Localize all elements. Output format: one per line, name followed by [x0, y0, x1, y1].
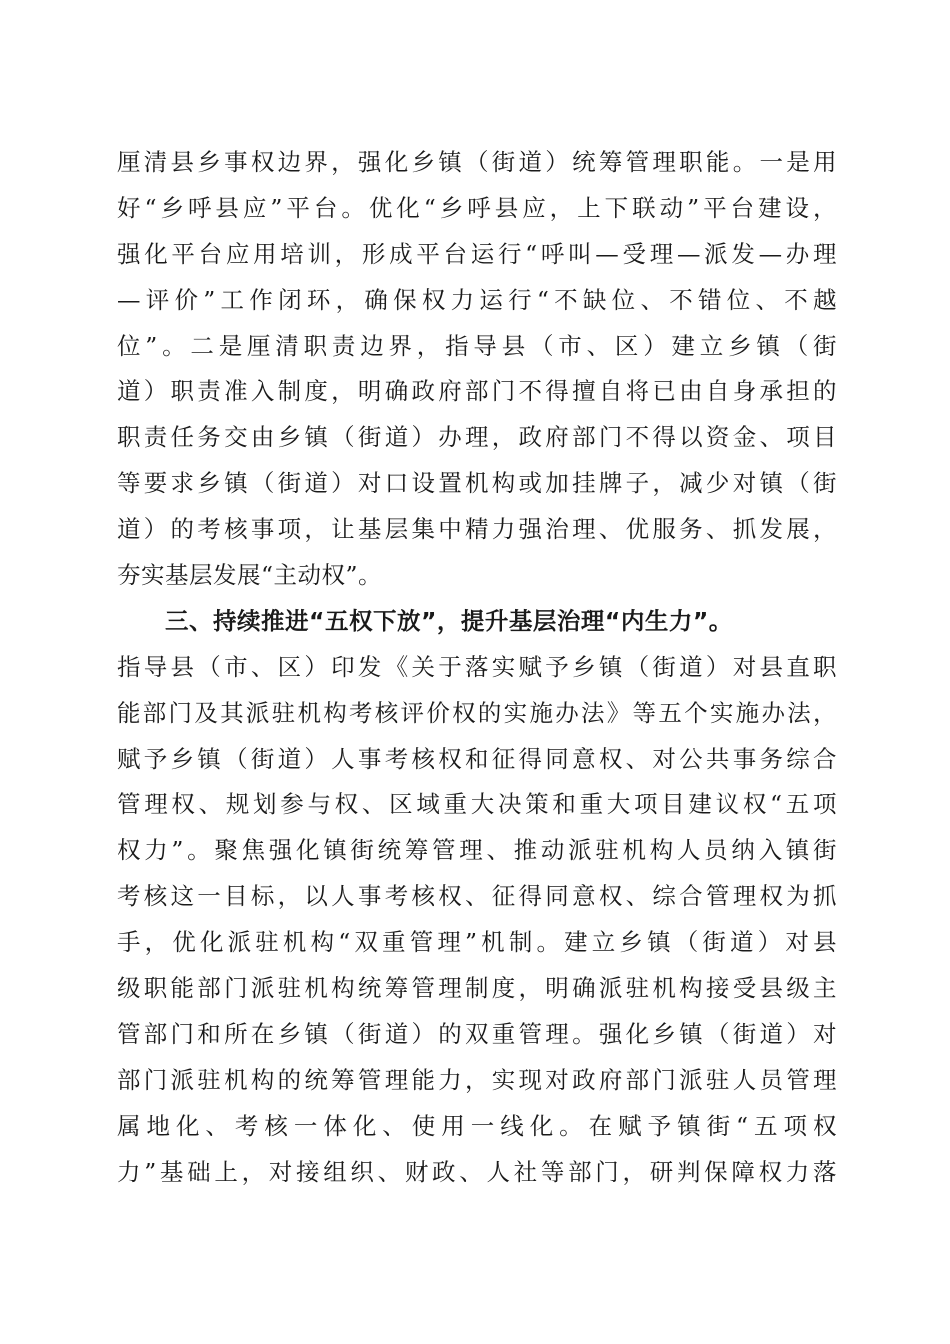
paragraph-1-line: 道）的考核事项，让基层集中精力强治理、优服务、抓发展，	[117, 515, 837, 544]
section-3-line: 赋予乡镇（街道）人事考核权和征得同意权、对公共事务综合	[117, 744, 837, 773]
section-3-line: 手，优化派驻机构“双重管理”机制。建立乡镇（街道）对县	[117, 928, 837, 957]
section-3-line: 部门派驻机构的统筹管理能力，实现对政府部门派驻人员管理	[117, 1065, 837, 1094]
section-3-line: 指导县（市、区）印发《关于落实赋予乡镇（街道）对县直职	[117, 652, 837, 681]
section-3-line: 管理权、规划参与权、区域重大决策和重大项目建议权“五项	[117, 790, 837, 819]
section-3-line: 能部门及其派驻机构考核评价权的实施办法》等五个实施办法，	[117, 698, 837, 727]
document-body	[117, 140, 837, 1195]
paragraph-1-line: 厘清县乡事权边界，强化乡镇（街道）统筹管理职能。一是用	[117, 148, 837, 176]
paragraph-1-line: —评价”工作闭环，确保权力运行“不缺位、不错位、不越	[117, 285, 837, 314]
section-3-line: 级职能部门派驻机构统筹管理制度，明确派驻机构接受县级主	[117, 974, 837, 1003]
section-3-line: 考核这一目标，以人事考核权、征得同意权、综合管理权为抓	[117, 882, 837, 911]
section-3-line: 力”基础上，对接组织、财政、人社等部门，研判保障权力落	[117, 1157, 837, 1186]
section-3-heading: 三、持续推进“五权下放”，提升基层治理“内生力”。	[165, 606, 733, 635]
paragraph-1-line: 强化平台应用培训，形成平台运行“呼叫—受理—派发—办理	[117, 239, 837, 268]
paragraph-1-line: 道）职责准入制度，明确政府部门不得擅自将已由自身承担的	[117, 377, 837, 406]
section-3-line: 管部门和所在乡镇（街道）的双重管理。强化乡镇（街道）对	[117, 1019, 837, 1048]
section-3-line: 权力”。聚焦强化镇街统筹管理、推动派驻机构人员纳入镇街	[117, 836, 837, 865]
paragraph-1-line: 职责任务交由乡镇（街道）办理，政府部门不得以资金、项目	[117, 423, 837, 452]
section-3-line: 属地化、考核一体化、使用一线化。在赋予镇街“五项权	[117, 1111, 837, 1140]
paragraph-1-line: 等要求乡镇（街道）对口设置机构或加挂牌子，减少对镇（街	[117, 469, 837, 498]
paragraph-1-line: 位”。二是厘清职责边界，指导县（市、区）建立乡镇（街	[117, 331, 837, 360]
paragraph-1-line: 好“乡呼县应”平台。优化“乡呼县应，上下联动”平台建设，	[117, 193, 837, 222]
paragraph-1-line: 夯实基层发展“主动权”。	[117, 561, 383, 590]
